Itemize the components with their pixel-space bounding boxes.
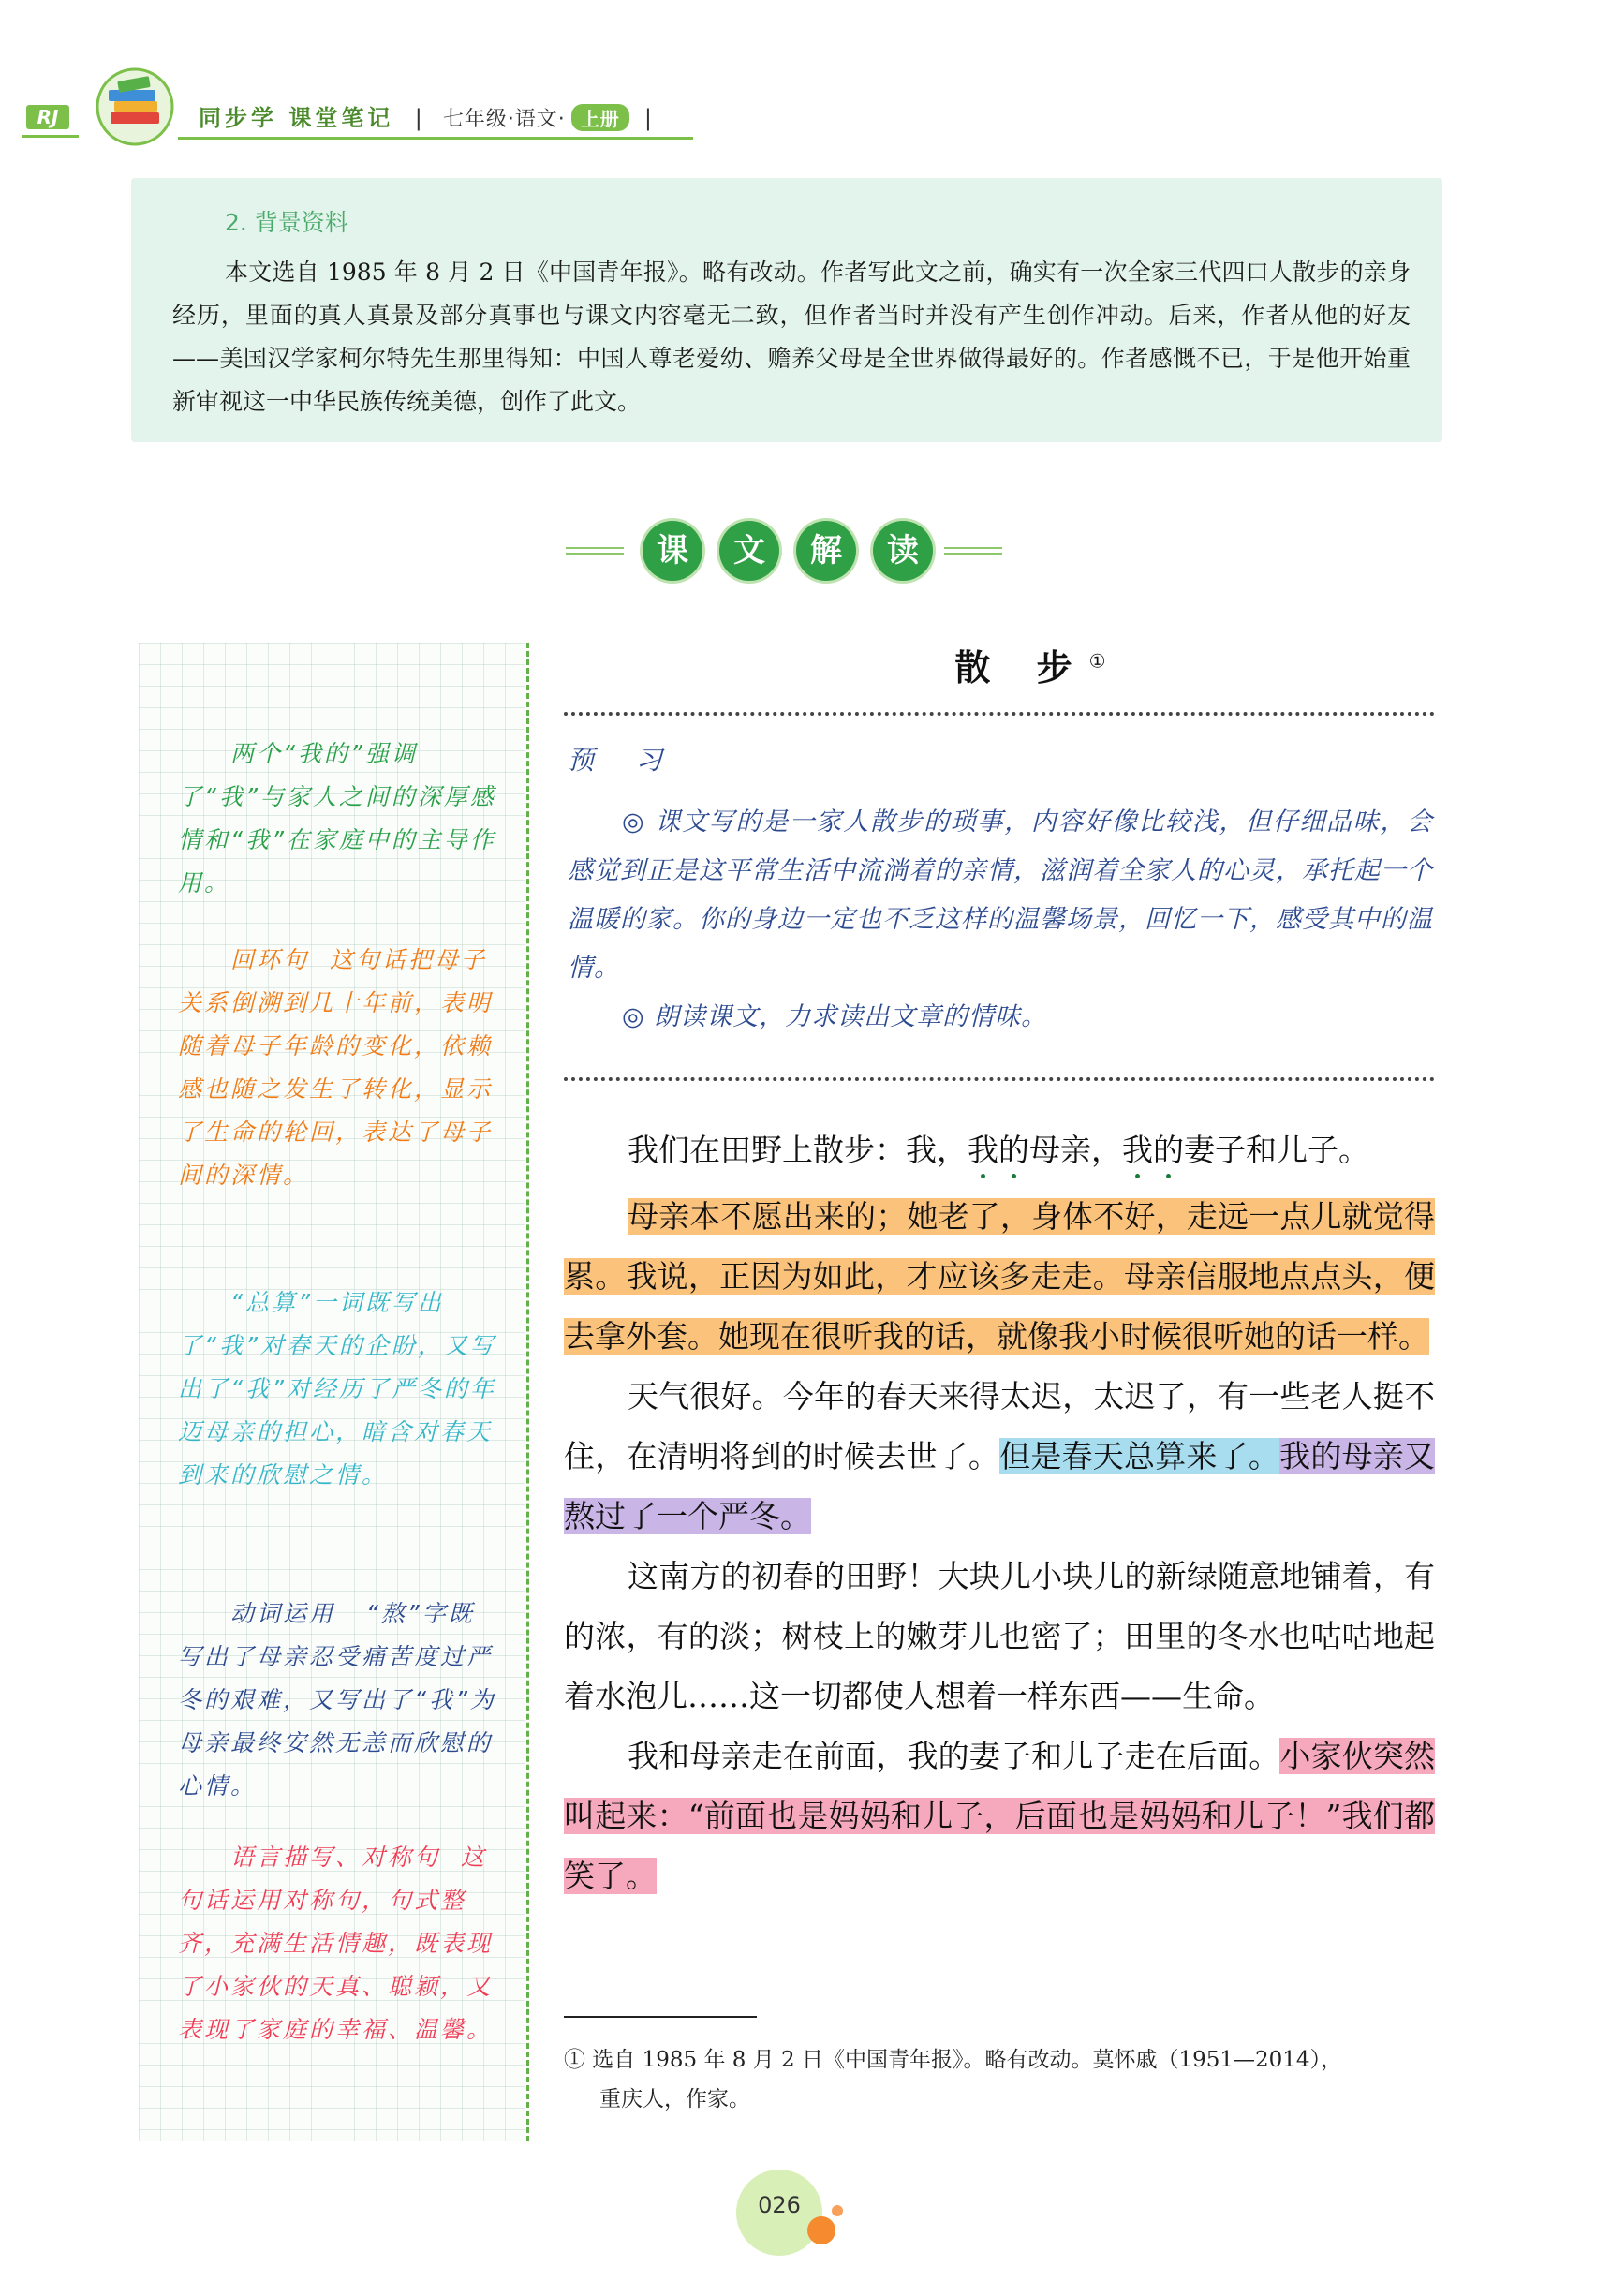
banner-line-right-2 <box>944 553 1002 555</box>
annotation-text: “熬”字既写出了母亲忍受痛苦度过严冬的艰难，又写出了“我”为母亲最终安然无恙而欣慰的心情。 <box>178 1600 496 1800</box>
header-rule <box>178 137 693 140</box>
footnote-line-2: 重庆人，作家。 <box>599 2087 750 2111</box>
annotation-text: 两个“我的”强调了“我”与家人之间的深厚感情和“我”在家庭中的主导作用。 <box>178 740 496 896</box>
paragraph-3: 天气很好。今年的春天来得太迟，太迟了，有一些老人挺不住，在清明将到的时候去世了。但是春天总算来了。我的母亲又熬过了一个严冬。 <box>564 1378 1436 1534</box>
annotation-3 <box>178 1281 496 1497</box>
banner-char-2: 文 <box>719 521 779 581</box>
grade-subject: 七年级·语文· <box>442 108 566 131</box>
emphasis-wode-1: 我的 <box>968 1132 1029 1168</box>
banner-char-1: 课 <box>643 521 702 581</box>
footnote-marker: ① <box>1088 649 1106 673</box>
paragraph-2 <box>564 1187 1435 1367</box>
highlight-pink: 小家伙突然叫起来：“前面也是妈妈和儿子，后面也是妈妈和儿子！”我们都笑了。 <box>564 1738 1436 1894</box>
preview-item-1: ◎ 课文写的是一家人散步的琐事，内容好像比较浅，但仔细品味，会感觉到正是这平常生活中流淌着的亲情，滋润着全家人的心灵，承托起一个温暖的家。你的身边一定也不乏这样的温馨场景，回忆一下，感受其中的温情。 <box>568 807 1433 983</box>
annotation-1 <box>178 733 496 905</box>
page-deco-dot <box>807 2216 835 2244</box>
annotation-4 <box>178 1592 496 1808</box>
page-header <box>0 56 712 150</box>
header-title <box>199 99 656 132</box>
annotation-label: 动词运用 <box>230 1600 336 1627</box>
annotation-label: 语言描写、对称句 <box>230 1844 441 1871</box>
header-rule-left <box>22 135 79 138</box>
annotation-5 <box>178 1836 496 2052</box>
banner-line-left-2 <box>566 553 624 555</box>
page-deco-dot-small <box>832 2205 843 2216</box>
preview-item-2: ◎ 朗读课文，力求读出文章的情味。 <box>622 1002 1048 1031</box>
annotation-text: 这句话运用对称句，句式整齐，充满生活情趣，既表现了小家伙的天真、聪颖，又表现了家庭的幸福、温馨。 <box>178 1844 494 2043</box>
books-logo-icon <box>90 67 180 146</box>
banner-char-4: 读 <box>873 521 933 581</box>
annotation-label: 回环句 <box>230 946 310 973</box>
header-divider-end: | <box>643 105 656 131</box>
highlight-cyan: 但是春天总算来了。 <box>999 1438 1280 1474</box>
banner-line-right <box>944 547 1002 549</box>
dotted-rule-top <box>564 712 1435 716</box>
paragraph-4: 这南方的初春的田野！大块儿小块儿的新绿随意地铺着，有的浓，有的淡；树枝上的嫩芽儿也密了；田里的冬水也咕咕地起着水泡儿……这一切都使人想着一样东西——生命。 <box>564 1558 1435 1714</box>
header-divider: | <box>414 105 426 131</box>
highlight-orange: 母亲本不愿出来的；她老了，身体不好，走远一点儿就觉得累。我说，正因为如此，才应该多走走。母亲信服地点点头，便去拿外套。她现在很听我的话，就像我小时候很听她的话一样。 <box>564 1198 1435 1355</box>
preview-box <box>568 798 1433 1042</box>
section-banner <box>566 513 959 590</box>
dotted-rule-bottom <box>564 1077 1435 1081</box>
footnote-line-1: ① 选自 1985 年 8 月 2 日《中国青年报》。略有改动。莫怀戚（1951—2014）， <box>564 2048 1343 2072</box>
emphasis-wode-2: 我的 <box>1122 1132 1184 1168</box>
banner-line-left <box>566 547 624 549</box>
lesson-title: 散 步① <box>954 647 1106 689</box>
annotation-2 <box>178 939 496 1197</box>
background-info-title: 2. 背景资料 <box>225 209 348 236</box>
annotation-text: 这句话把母子关系倒溯到几十年前，表明随着母子年龄的变化，依赖感也随之发生了转化，显示了生命的轮回，表达了母子间的深情。 <box>178 946 494 1189</box>
highlight-purple: 我的母亲又熬过了一个严冬。 <box>564 1438 1436 1534</box>
paragraph-5: 我和母亲走在前面，我的妻子和儿子走在后面。小家伙突然叫起来：“前面也是妈妈和儿子，后面也是妈妈和儿子！”我们都笑了。 <box>564 1738 1436 1894</box>
volume-badge: 上册 <box>571 104 629 131</box>
background-info-text: 本文选自 1985 年 8 月 2 日《中国青年报》。略有改动。作者写此文之前，确实有一次全家三代四口人散步的亲身经历，里面的真人真景及部分真事也与课文内容毫无二致，但作者当时并没有产生创作冲动。后来，作者从他的好友——美国汉学家柯尔特先生那里得知：中国人尊老爱幼、赡养父母是全世界做得最好的。作者感慨不已，于是他开始重新审视这一中华民族传统美德，创作了此文。 <box>172 259 1411 415</box>
edition-tag: RJ <box>26 105 69 129</box>
banner-char-3: 解 <box>796 521 856 581</box>
footnote-rule <box>564 2016 757 2018</box>
preview-label: 预 习 <box>568 745 679 776</box>
column-divider <box>526 643 529 2141</box>
footnote <box>564 2040 1435 2119</box>
page-number: 026 <box>758 2192 801 2218</box>
lesson-body <box>564 1120 1435 1906</box>
paragraph-1: 我们在田野上散步：我，我的母亲，我的妻子和儿子。 <box>628 1132 1369 1168</box>
series-name: 同步学 课堂笔记 <box>199 105 394 131</box>
annotation-text: “总算”一词既写出了“我”对春天的企盼，又写出了“我”对经历了严冬的年迈母亲的担心，暗含对春天到来的欣慰之情。 <box>178 1289 496 1489</box>
